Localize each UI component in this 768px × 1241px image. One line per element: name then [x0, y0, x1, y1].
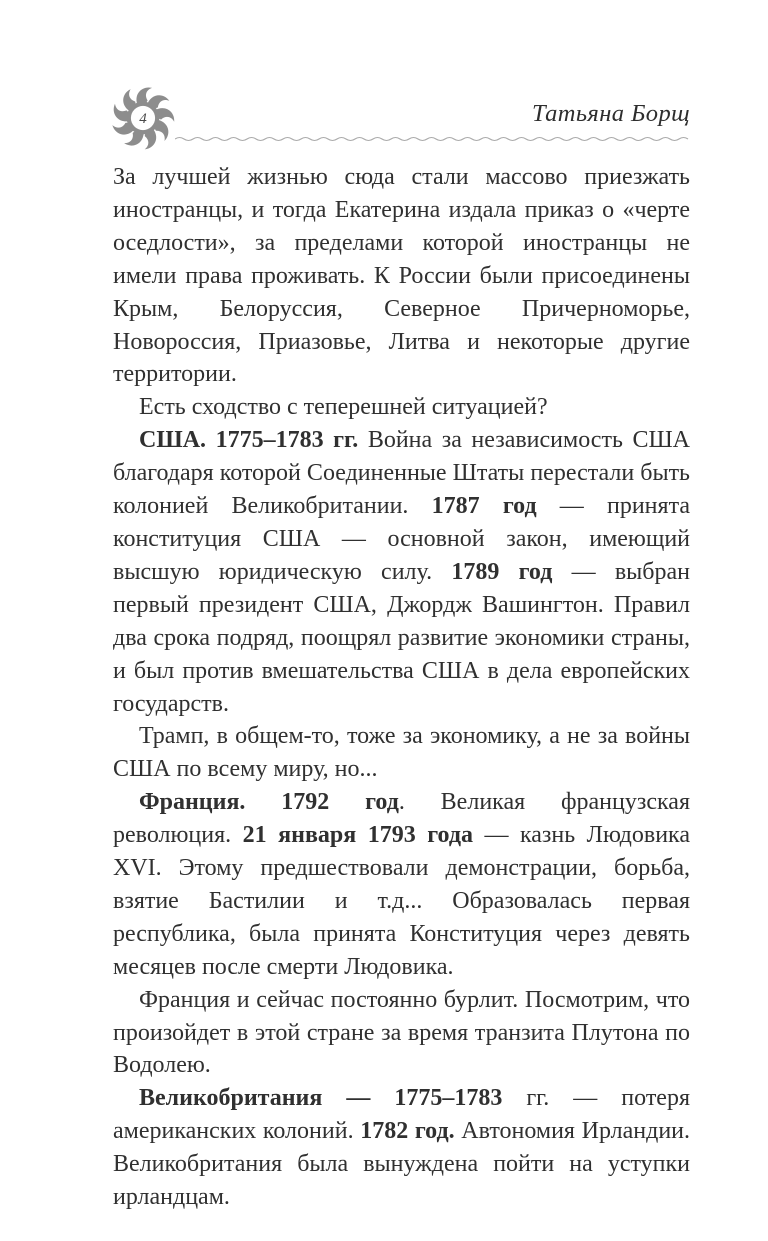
paragraph [113, 391, 690, 424]
paragraph-text-run: Автономия Ирландии. Великобритания была вынуждена пойти на уступки ирландцам. [113, 1118, 691, 1211]
paragraph-bold-run: 1789 год [451, 558, 553, 585]
paragraph-bold-run: 21 января 1793 года [242, 822, 473, 849]
paragraph-bold-run: США. 1775–1783 гг. [139, 427, 359, 454]
paragraph-bold-run: 1787 год [431, 493, 537, 520]
author-name: Татьяна Борщ [532, 100, 690, 127]
paragraph [113, 424, 690, 720]
paragraph [113, 720, 690, 786]
paragraph-text-run: . Великая французская революция. [113, 789, 690, 849]
paragraph-text-run: За лучшей жизнью сюда стали массово приезжать иностранцы, и тогда Екатерина издала приказ о «черте оседлости», за пределами которой иностранцы не имели права проживать. К России были присоединены Крым, Белоруссия, Северное Причерноморье, Новороссия, Приазовье, Литва и некоторые другие территории. [113, 164, 690, 388]
paragraph [113, 786, 690, 983]
paragraph [113, 1082, 690, 1214]
paragraph-text-run: Трамп, в общем-то, тоже за экономику, а не за войны США по всему миру, но... [113, 723, 690, 783]
wavy-divider [175, 135, 690, 143]
paragraph-text-run: — казнь Людовика XVI. Этому предшествовали демонстрации, борьба, взятие Бастилии и т.д... Образовалась первая республика, была принята Конституция через девять месяцев после смерти Людовика. [113, 822, 691, 980]
page-header [113, 88, 690, 158]
paragraph-text-run: — выбран первый президент США, Джордж Вашингтон. Правил два срока подряд, поощрял развитие экономики страны, и был против вмешательства США в дела европейских государств. [113, 558, 691, 717]
paragraph-text-run: гг. — потеря американских колоний. [113, 1085, 690, 1145]
paragraph-text-run: Война за независимость США благодаря которой Соединенные Штаты перестали быть колонией Великобритании. [113, 427, 691, 520]
paragraph [113, 984, 690, 1083]
paragraph-text-run: Есть сходство с теперешней ситуацией? [139, 394, 548, 421]
sun-ornament-icon [109, 84, 177, 152]
page-number: 4 [139, 111, 147, 128]
paragraph [113, 161, 690, 391]
paragraph-text-run: — принята конституция США — основной закон, имеющий высшую юридическую силу. [113, 493, 690, 585]
wavy-divider-path [175, 138, 688, 141]
paragraph-bold-run: Франция. 1792 год [139, 789, 399, 816]
paragraph-bold-run: Великобритания — 1775–1783 [139, 1085, 503, 1112]
paragraph-text-run: Франция и сейчас постоянно бурлит. Посмотрим, что произойдет в этой стране за время транзита Плутона по Водолею. [113, 986, 690, 1079]
paragraph-bold-run: 1782 год. [360, 1118, 455, 1145]
page-body [113, 161, 690, 1214]
